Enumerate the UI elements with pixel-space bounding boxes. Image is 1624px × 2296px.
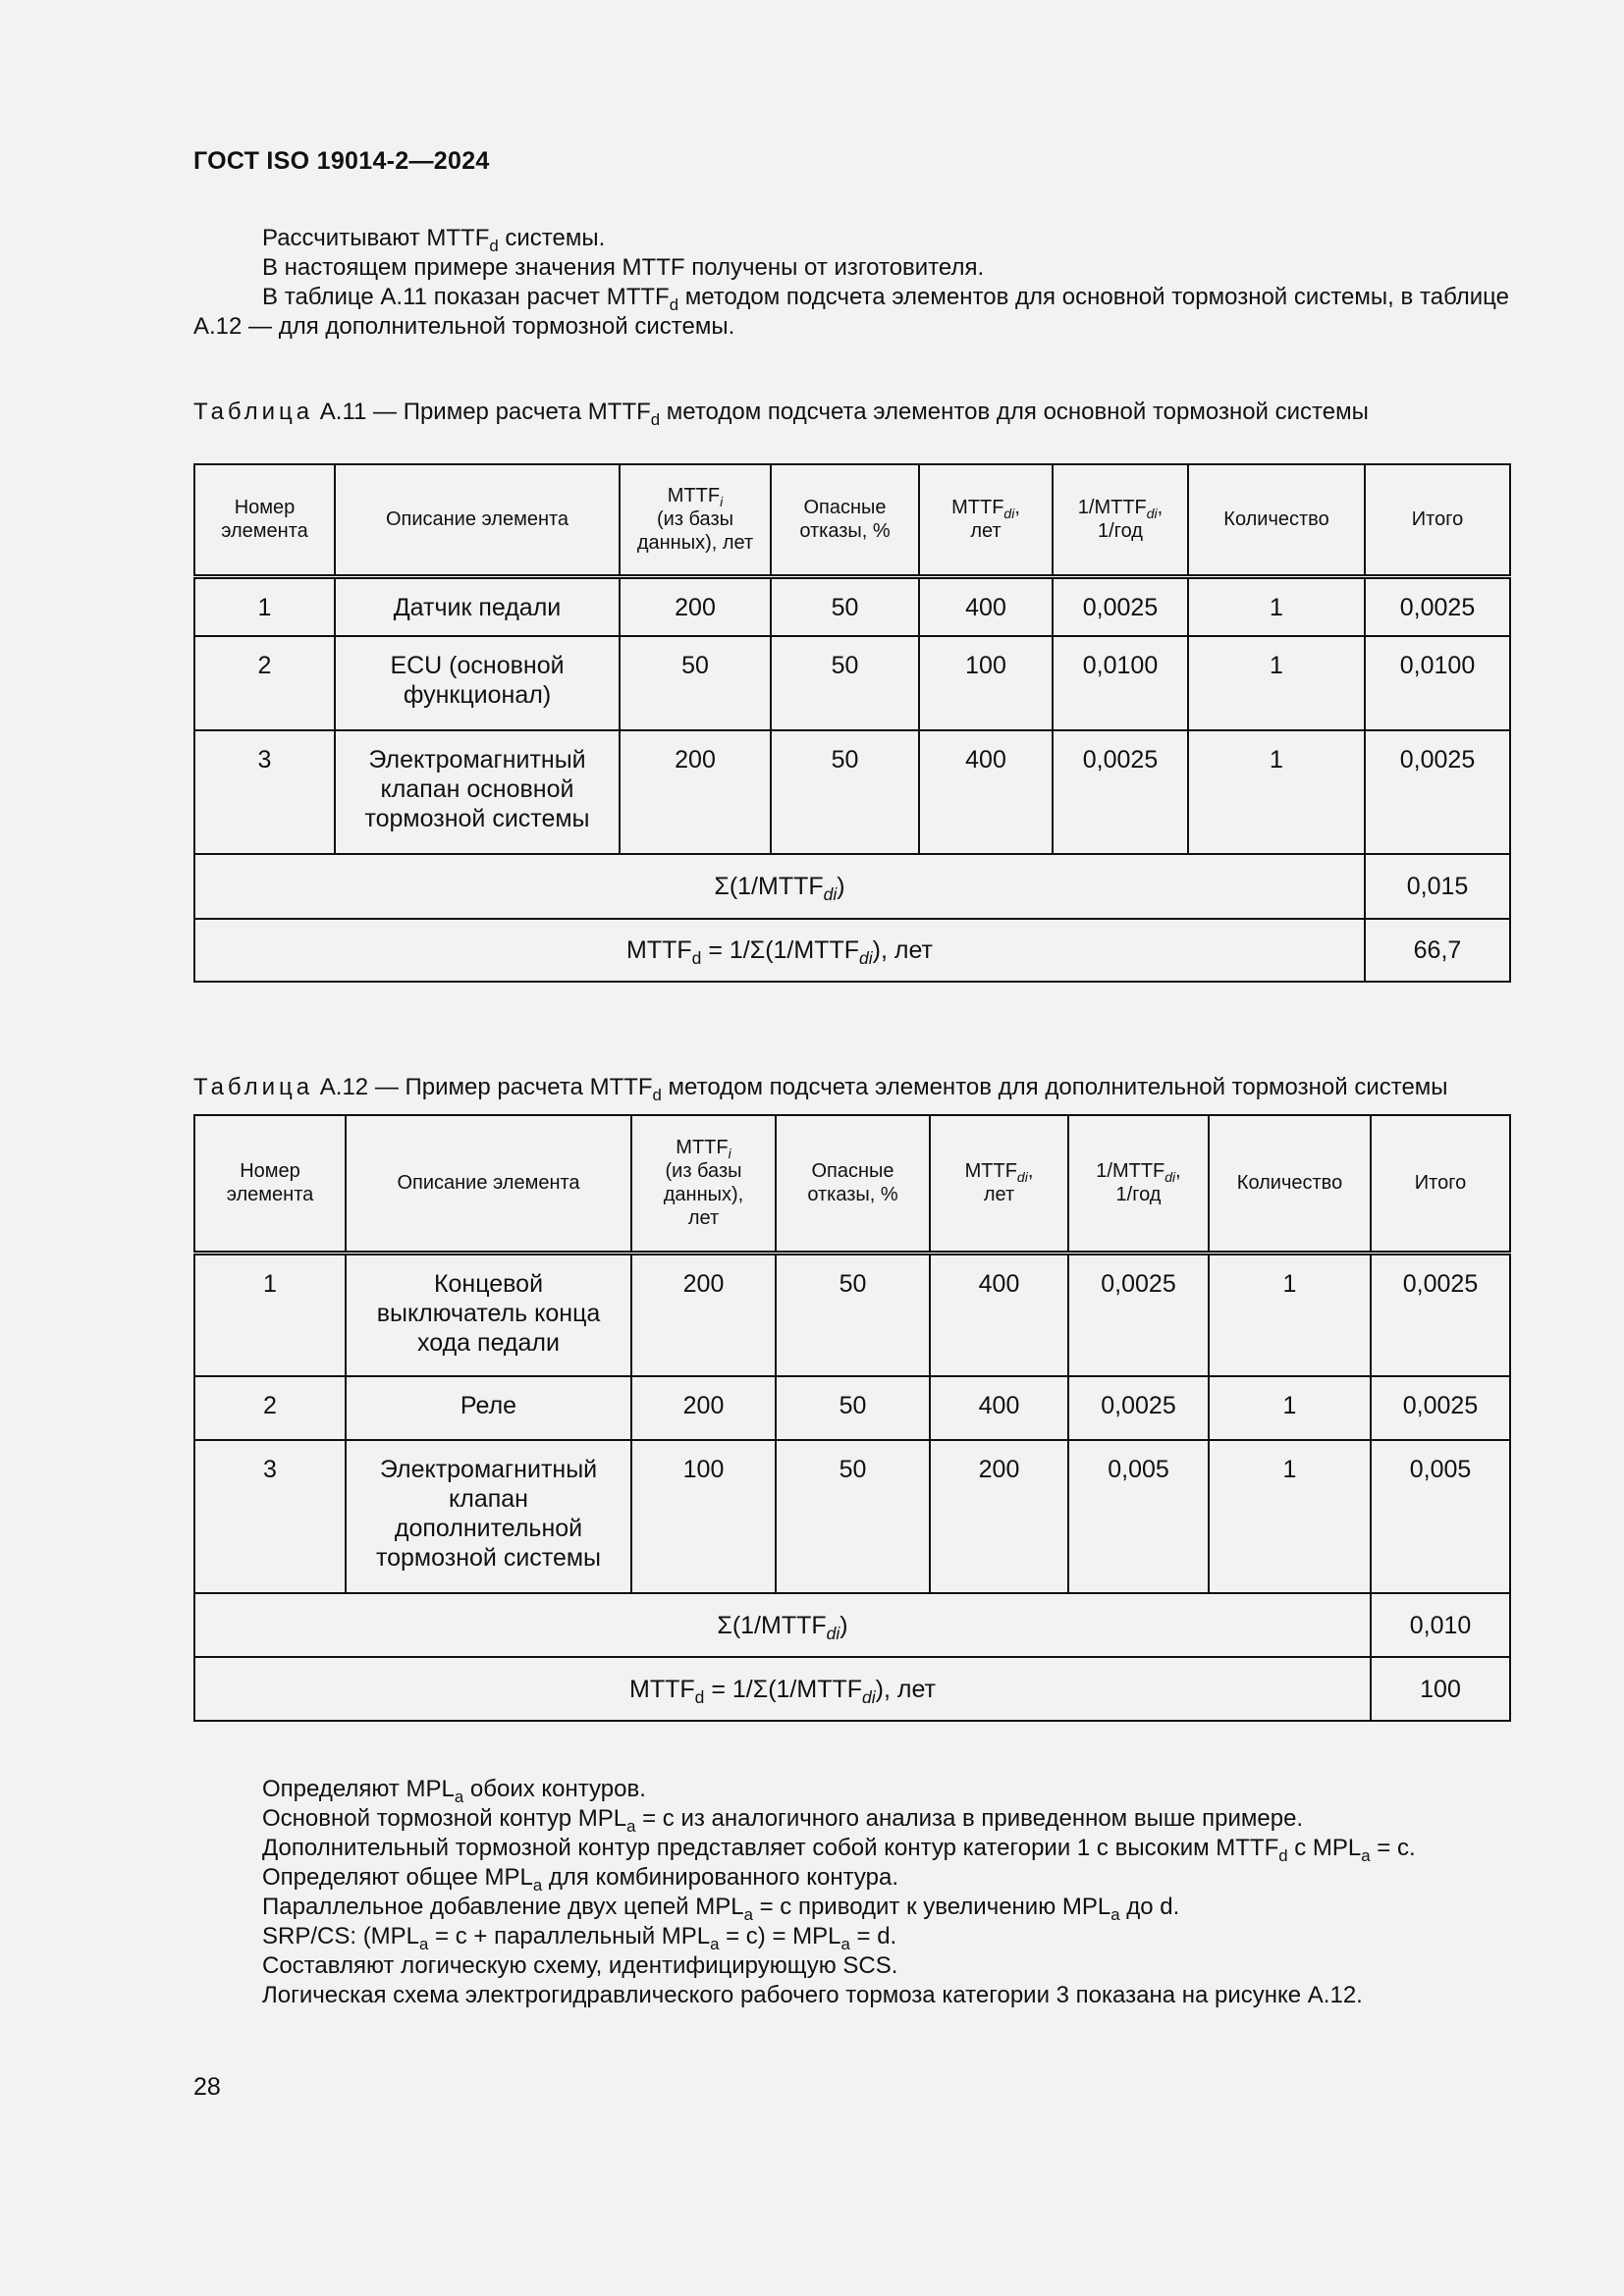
- header-dangerous-failures: Опасные отказы, %: [771, 464, 919, 576]
- header-quantity: Количество: [1188, 464, 1365, 576]
- cell-element-number: 1: [194, 1253, 346, 1376]
- cell-description: Реле: [346, 1376, 631, 1440]
- header-total: Итого: [1371, 1115, 1510, 1253]
- table-header-row: [194, 1115, 1510, 1253]
- document-header: ГОСТ ISO 19014-2—2024: [193, 147, 490, 175]
- header-total: Итого: [1365, 464, 1510, 576]
- table-row: [194, 1376, 1510, 1440]
- intro-paragraph: [193, 224, 1509, 342]
- cell-total: 0,0025: [1371, 1253, 1510, 1376]
- table-a11: [193, 463, 1511, 983]
- cell-mttf-di: 200: [930, 1440, 1068, 1593]
- intro-line-3: В таблице А.11 показан расчет $MTTF_d$ методом подсчета элементов для основной тормозной системы, в таблице А.12 — для дополнительной тормозной системы.: [193, 284, 1509, 340]
- cell-quantity: 1: [1209, 1440, 1371, 1593]
- header-mttf-i: $MTTF_i$ (из базы данных), лет: [620, 464, 771, 576]
- header-element-number: Номер элемента: [194, 1115, 346, 1253]
- cell-total: 0,0100: [1365, 636, 1510, 730]
- header-mttf-di: $MTTF_{di}$, лет: [919, 464, 1053, 576]
- cell-inverse-mttf-di: 0,0025: [1053, 730, 1188, 854]
- cell-description: Концевой выключатель конца хода педали: [346, 1253, 631, 1376]
- cell-element-number: 3: [194, 1440, 346, 1593]
- cell-inverse-mttf-di: 0,0025: [1068, 1253, 1209, 1376]
- table-row: [194, 1440, 1510, 1593]
- cell-mttf-di: 400: [919, 576, 1053, 636]
- sum-label: $\Sigma(1/MTTF_{di})$: [194, 854, 1365, 919]
- cell-inverse-mttf-di: 0,0100: [1053, 636, 1188, 730]
- result-label: $MTTF_d$ = $1/\Sigma(1/MTTF_{di})$, лет: [194, 1657, 1371, 1721]
- cell-element-number: 1: [194, 576, 335, 636]
- header-dangerous-failures: Опасные отказы, %: [776, 1115, 930, 1253]
- result-value: 66,7: [1365, 919, 1510, 982]
- cell-element-number: 3: [194, 730, 335, 854]
- header-description: Описание элемента: [335, 464, 620, 576]
- cell-element-number: 2: [194, 1376, 346, 1440]
- cell-mttf-i: 100: [631, 1440, 776, 1593]
- conclusion-line-7: Составляют логическую схему, идентифицирующую SCS.: [262, 1952, 898, 1979]
- table-header-row: [194, 464, 1510, 576]
- conclusion-line-6: SRP/CS: ($MPL_a = c$ + параллельный $MPL_a = c) = MPL_a = d$.: [262, 1923, 897, 1953]
- cell-mttf-i: 200: [631, 1253, 776, 1376]
- conclusion-paragraph: [262, 1775, 1529, 2010]
- table-row: [194, 730, 1510, 854]
- cell-dangerous-failures: 50: [771, 636, 919, 730]
- cell-inverse-mttf-di: 0,0025: [1053, 576, 1188, 636]
- conclusion-line-8: Логическая схема электрогидравлического рабочего тормоза категории 3 показана на рисунке А.12.: [262, 1982, 1363, 2008]
- result-value: 100: [1371, 1657, 1510, 1721]
- conclusion-line-1: Определяют $MPL_a$ обоих контуров.: [262, 1776, 646, 1806]
- header-inverse-mttf-di: $1/MTTF_{di}$, 1/год: [1053, 464, 1188, 576]
- page-number: 28: [193, 2073, 221, 2101]
- cell-quantity: 1: [1188, 730, 1365, 854]
- cell-quantity: 1: [1209, 1376, 1371, 1440]
- cell-dangerous-failures: 50: [771, 576, 919, 636]
- cell-description: ECU (основной функционал): [335, 636, 620, 730]
- cell-inverse-mttf-di: 0,005: [1068, 1440, 1209, 1593]
- cell-mttf-i: 200: [631, 1376, 776, 1440]
- table-row: [194, 1253, 1510, 1376]
- table-a12-caption: Таблица А.12 — Пример расчета $MTTF_d$ методом подсчета элементов для дополнительной тормозной системы: [193, 1074, 1448, 1104]
- cell-dangerous-failures: 50: [776, 1253, 930, 1376]
- cell-mttf-di: 400: [919, 730, 1053, 854]
- conclusion-line-5: Параллельное добавление двух цепей $MPL_a = c$ приводит к увеличению $MPL_a$ до d.: [262, 1894, 1180, 1924]
- sum-label: $\Sigma(1/MTTF_{di})$: [194, 1593, 1371, 1657]
- cell-description: Электромагнитный клапан основной тормозной системы: [335, 730, 620, 854]
- cell-quantity: 1: [1188, 576, 1365, 636]
- header-mttf-i: $MTTF_i$ (из базы данных), лет: [631, 1115, 776, 1253]
- sum-value: 0,015: [1365, 854, 1510, 919]
- header-inverse-mttf-di: $1/MTTF_{di}$, 1/год: [1068, 1115, 1209, 1253]
- header-mttf-di: $MTTF_{di}$, лет: [930, 1115, 1068, 1253]
- cell-mttf-di: 400: [930, 1253, 1068, 1376]
- sum-row: [194, 854, 1510, 919]
- header-description: Описание элемента: [346, 1115, 631, 1253]
- sum-value: 0,010: [1371, 1593, 1510, 1657]
- cell-quantity: 1: [1209, 1253, 1371, 1376]
- cell-total: 0,005: [1371, 1440, 1510, 1593]
- result-label: $MTTF_d$ = $1/\Sigma(1/MTTF_{di})$, лет: [194, 919, 1365, 982]
- cell-inverse-mttf-di: 0,0025: [1068, 1376, 1209, 1440]
- table-a11-caption: Таблица А.11 — Пример расчета $MTTF_d$ методом подсчета элементов для основной тормозной системы: [193, 399, 1369, 429]
- cell-total: 0,0025: [1365, 576, 1510, 636]
- cell-dangerous-failures: 50: [776, 1376, 930, 1440]
- cell-dangerous-failures: 50: [771, 730, 919, 854]
- cell-description: Электромагнитный клапан дополнительной тормозной системы: [346, 1440, 631, 1593]
- cell-element-number: 2: [194, 636, 335, 730]
- cell-dangerous-failures: 50: [776, 1440, 930, 1593]
- cell-total: 0,0025: [1365, 730, 1510, 854]
- cell-mttf-i: 50: [620, 636, 771, 730]
- table-a12: [193, 1114, 1511, 1722]
- conclusion-line-2: Основной тормозной контур $MPL_a = c$ из аналогичного анализа в приведенном выше примере.: [262, 1805, 1304, 1836]
- cell-mttf-i: 200: [620, 730, 771, 854]
- header-quantity: Количество: [1209, 1115, 1371, 1253]
- conclusion-line-4: Определяют общее $MPL_a$ для комбинированного контура.: [262, 1864, 899, 1895]
- table-row: [194, 636, 1510, 730]
- cell-mttf-i: 200: [620, 576, 771, 636]
- cell-description: Датчик педали: [335, 576, 620, 636]
- intro-line-1: Рассчитывают $MTTF_d$ системы.: [262, 225, 606, 255]
- cell-total: 0,0025: [1371, 1376, 1510, 1440]
- intro-line-2: В настоящем примере значения MTTF получены от изготовителя.: [262, 254, 985, 281]
- cell-quantity: 1: [1188, 636, 1365, 730]
- header-element-number: Номер элемента: [194, 464, 335, 576]
- result-row: [194, 1657, 1510, 1721]
- result-row: [194, 919, 1510, 982]
- table-row: [194, 576, 1510, 636]
- cell-mttf-di: 100: [919, 636, 1053, 730]
- cell-mttf-di: 400: [930, 1376, 1068, 1440]
- sum-row: [194, 1593, 1510, 1657]
- conclusion-line-3: Дополнительный тормозной контур представляет собой контур категории 1 с высоким $MTTF_d$ с $MPL_a = c$.: [262, 1835, 1416, 1865]
